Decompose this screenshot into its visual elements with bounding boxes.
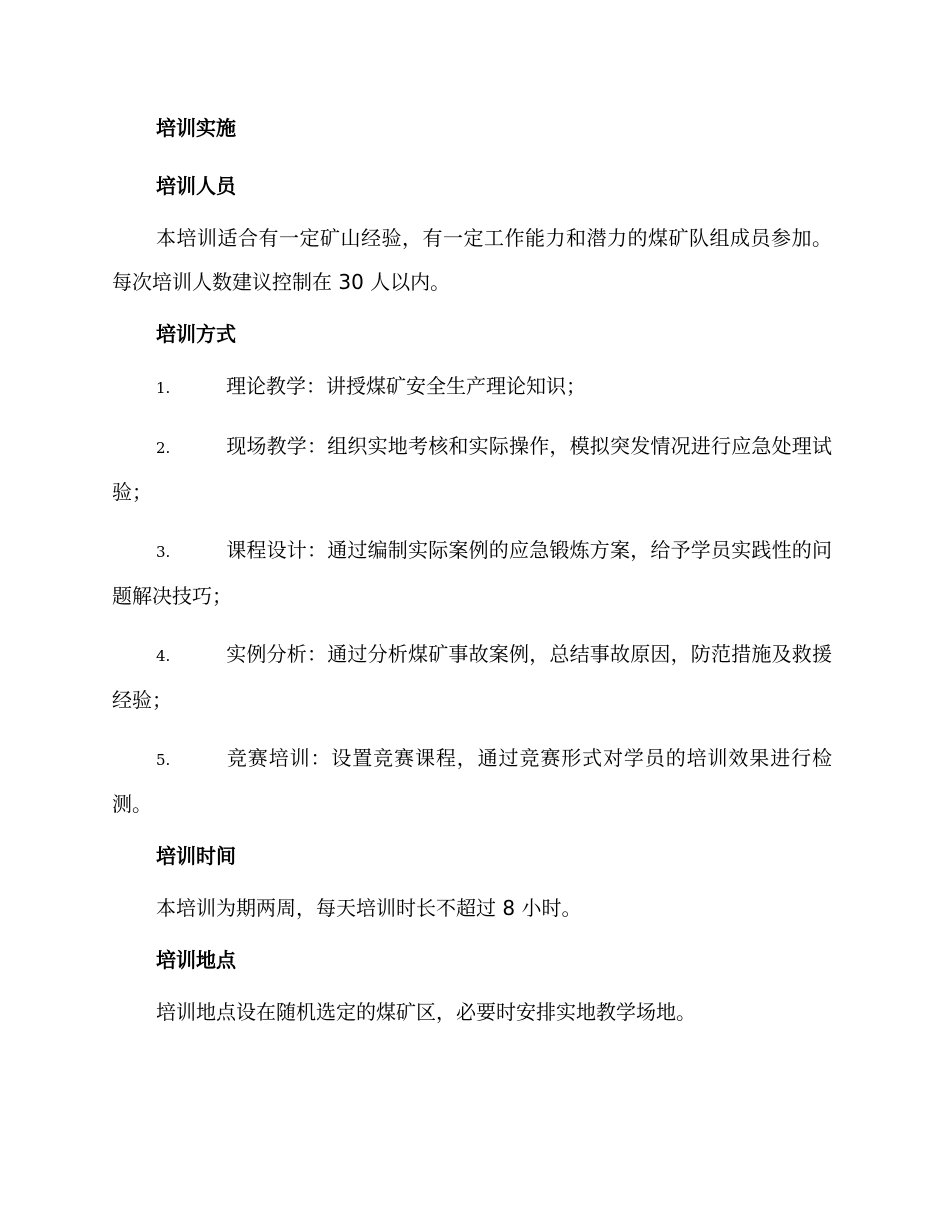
list-item xyxy=(112,364,832,410)
personnel-paragraph: 本培训适合有一定矿山经验，有一定工作能力和潜力的煤矿队组成员参加。每次培训人数建议控制在 30 人以内。 xyxy=(112,226,832,294)
list-text: 实例分析：通过分析煤矿事故案例，总结事故原因，防范措施及救援经验； xyxy=(112,642,832,712)
section-title-time: 培训时间 xyxy=(156,844,236,868)
list-text: 现场教学：组织实地考核和实际操作，模拟突发情况进行应急处理试验； xyxy=(112,434,832,504)
section-title-personnel: 培训人员 xyxy=(156,174,236,198)
list-number: 2. xyxy=(156,439,171,457)
list-text: 理论教学：讲授煤矿安全生产理论知识； xyxy=(226,374,586,398)
list-number: 3. xyxy=(156,543,171,561)
method-list xyxy=(112,364,832,826)
location-paragraph: 培训地点设在随机选定的煤矿区，必要时安排实地教学场地。 xyxy=(156,1000,696,1024)
list-number: 1. xyxy=(156,379,171,397)
list-number: 4. xyxy=(156,647,171,665)
section-title-location: 培训地点 xyxy=(156,948,236,972)
list-number: 5. xyxy=(156,751,171,769)
section-title-implementation: 培训实施 xyxy=(156,116,236,140)
list-item xyxy=(112,632,832,722)
list-text: 竞赛培训：设置竞赛课程，通过竞赛形式对学员的培训效果进行检测。 xyxy=(112,746,832,816)
list-item xyxy=(112,424,832,514)
list-item xyxy=(112,528,832,618)
list-text: 课程设计：通过编制实际案例的应急锻炼方案，给予学员实践性的问题解决技巧； xyxy=(112,538,832,608)
time-paragraph: 本培训为期两周，每天培训时长不超过 8 小时。 xyxy=(156,896,582,920)
list-item xyxy=(112,736,832,826)
section-title-method: 培训方式 xyxy=(156,322,236,346)
